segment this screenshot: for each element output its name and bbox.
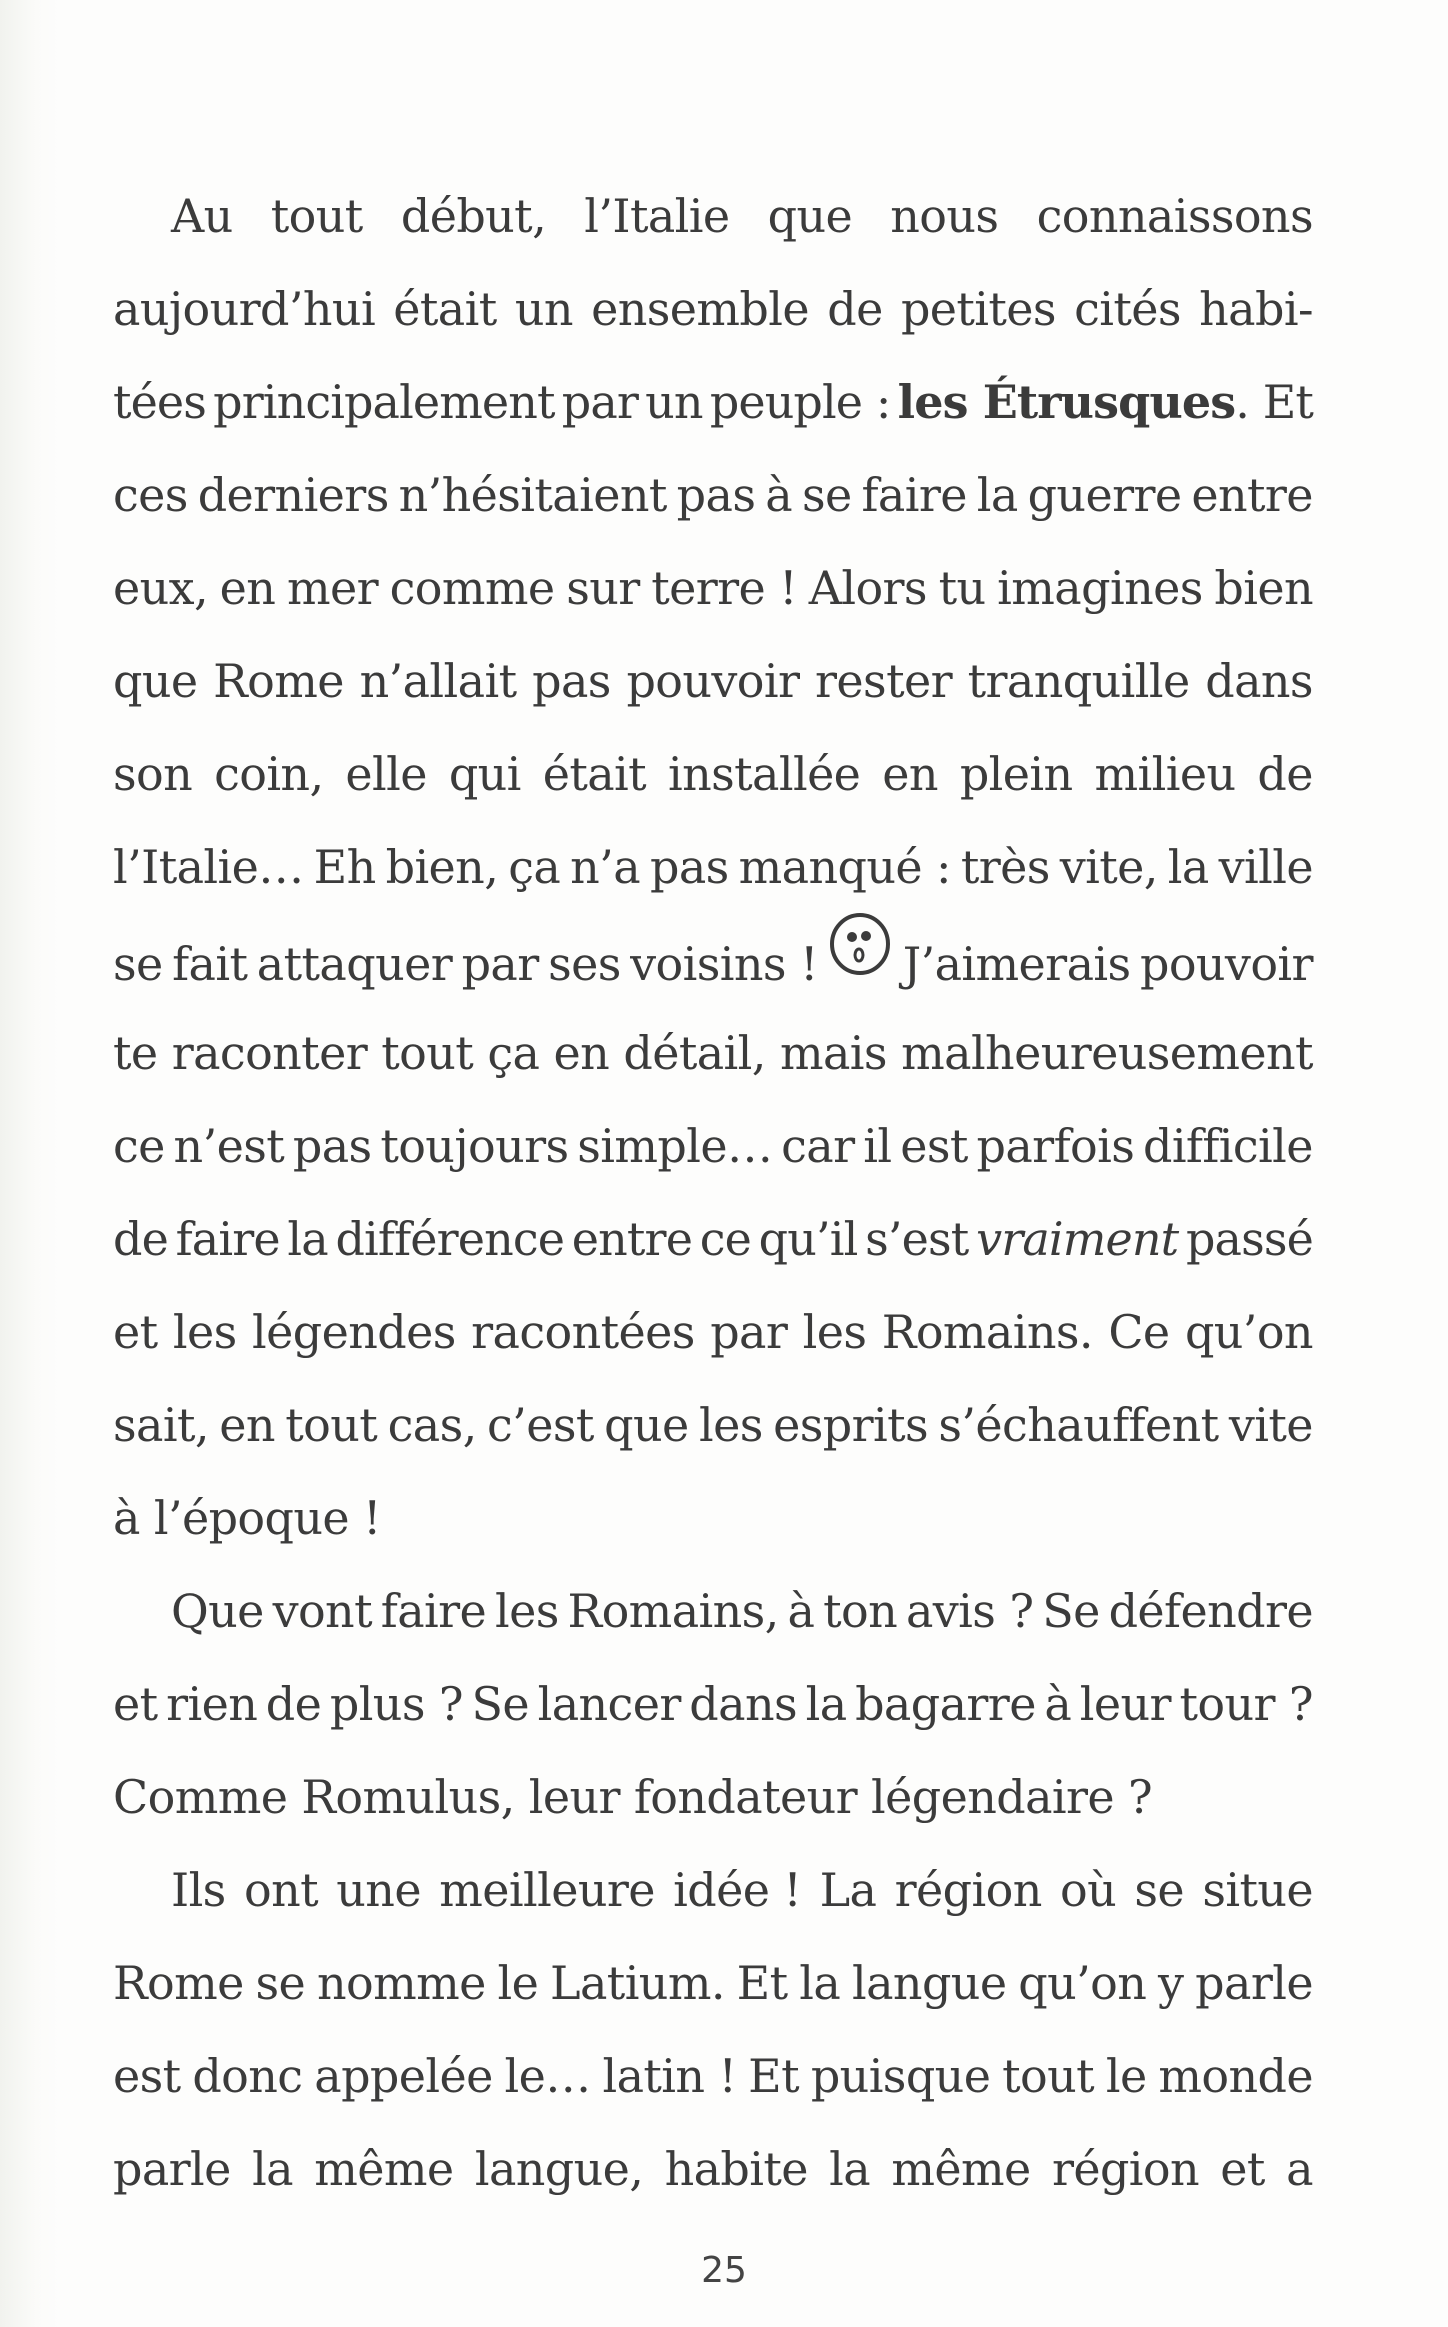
word: fondateur [633,1770,857,1824]
word: installée [667,747,861,801]
word: rien [166,1677,258,1731]
word: Et [736,1956,788,2010]
text-line [113,1937,1313,2030]
word: de [265,1677,322,1731]
word: raconter [171,1026,368,1080]
word: Et [748,2049,800,2103]
word: l’Italie [584,189,730,243]
word: très [960,840,1050,894]
word: par [710,1305,788,1359]
word: ce [699,1212,751,1266]
word: plein [959,747,1073,801]
word: fait [172,937,248,991]
word: Rome [113,1956,244,2010]
word: Latium. [550,1956,725,2010]
word: vite, [1059,840,1158,894]
word: même [891,2142,1031,2196]
word: ton [823,1584,898,1638]
word: le [497,1956,539,2010]
word: te [113,1026,158,1080]
word: se [255,1956,306,2010]
word: à [787,1584,815,1638]
word: Ce [1108,1305,1170,1359]
word: à [113,1491,140,1545]
word: derniers [197,468,389,522]
word: ce [113,1119,165,1173]
word: la [252,2142,293,2196]
text-line: tées principalement par un peuple : les Étrusques. Et [113,356,1313,449]
word: eux, [113,561,209,615]
word: de [827,282,883,336]
word: toujours [380,1119,569,1173]
word: mer [286,561,378,615]
word: différence [335,1212,565,1266]
word: se [801,468,852,522]
text-line [113,1658,1313,1751]
word: dans [689,1677,798,1731]
word: car [781,1119,855,1173]
word: en [219,1398,275,1452]
word: la [976,468,1018,522]
word: tranquille [967,654,1190,708]
word: la [1167,840,1209,894]
word: que [113,654,198,708]
word: donc [192,2049,303,2103]
word: lancer [537,1677,681,1731]
word: est [113,2049,181,2103]
word: leur [1079,1677,1171,1731]
word: est [900,1119,968,1173]
word: parle [1195,1956,1313,2010]
word: pas [292,1119,372,1173]
text-line [113,914,1313,1007]
word: les [699,1398,763,1452]
word: tour ? [1179,1677,1313,1731]
word: idée ! [673,1863,802,1917]
word: une [336,1863,421,1917]
word: et [1220,2142,1265,2196]
word: nomme [316,1956,486,2010]
word: mais [779,1026,887,1080]
word: plus ? [329,1677,463,1731]
word: Romulus, [301,1770,515,1824]
word: défendre [1108,1584,1313,1638]
word: n’hésitaient [398,468,667,522]
word: Se [1042,1584,1100,1638]
word: langue [851,1956,1007,2010]
word: n’est [173,1119,285,1173]
word: peuple : [709,375,891,429]
word: tout [1002,2049,1095,2103]
word: l’Italie… [113,840,304,894]
word: habite [664,2142,808,2196]
word: J’aimerais [902,937,1131,991]
word: Rome [213,654,344,708]
word: entre [1191,468,1313,522]
word: a [1286,2142,1313,2196]
word: terre ! [651,561,798,615]
word: leur [528,1770,620,1824]
word: nous [890,189,999,243]
word: à [1044,1677,1072,1731]
word: que [604,1398,689,1452]
page-number: 25 [701,2250,747,2291]
word: avis ? [905,1584,1034,1638]
word: légendes [252,1305,456,1359]
word: attaquer [256,937,453,991]
word: légendaire ? [871,1770,1153,1824]
word: et [113,1677,158,1731]
word: qu’on [1184,1305,1313,1359]
word: difficile [1142,1119,1313,1173]
text-line [113,263,1313,356]
word: sur [566,561,640,615]
word: c’est [487,1398,594,1452]
word: à [765,468,793,522]
word: les [494,1584,559,1638]
word: était [542,747,647,801]
word: voisins ! [630,937,818,991]
word: Au [171,189,233,243]
word: n’allait [359,654,517,708]
text-line [113,1751,1313,1844]
word: s’échauffent [938,1398,1219,1452]
text-line [113,1565,1313,1658]
word: petites [900,282,1056,336]
word: bien, [385,840,499,894]
page-binding-shade [0,0,60,2327]
word: que [767,189,853,243]
text-line [113,728,1313,821]
word: l’époque ! [153,1491,381,1545]
word: par [561,375,638,429]
word: ça [487,1026,540,1080]
word: monde [1158,2049,1313,2103]
text-line [113,449,1313,542]
word: principalement [213,375,555,429]
surprised-face-icon [827,910,893,976]
word: la [805,1677,847,1731]
text-line [113,1844,1313,1937]
word: La [819,1863,877,1917]
word: comme [389,561,555,615]
word: un [645,375,703,429]
word: ça [508,840,561,894]
word: y [1158,1956,1184,2010]
word: esprits [773,1398,929,1452]
word: détail, [623,1026,766,1080]
word: parfois [976,1119,1135,1173]
word: ces [113,468,188,522]
word: pas [532,654,611,708]
word: Se [471,1677,530,1731]
text-line [113,1007,1313,1100]
word: la [829,2142,871,2196]
body-text [113,170,1313,2216]
word: bien [1214,561,1313,615]
word: ses [548,937,621,991]
word: début, [400,189,547,243]
word: pas [676,468,756,522]
word: habi- [1199,282,1313,336]
word: tout [270,189,363,243]
word: Romains, [567,1584,779,1638]
word: le… [504,2049,591,2103]
word: était [393,282,497,336]
word: Ils [171,1863,226,1917]
word: s’est [865,1212,969,1266]
word: faire [861,468,967,522]
word: en [553,1026,610,1080]
word: tées [113,375,206,429]
word: tu [938,561,986,615]
word: connaissons [1036,189,1313,243]
word: puisque [810,2049,991,2103]
word: entre [571,1212,693,1266]
word: rester [815,654,952,708]
word: elle [345,747,427,801]
word: situe [1202,1863,1313,1917]
word: vont [272,1584,372,1638]
word: qui [448,747,521,801]
word: faire [380,1584,487,1638]
word: ont [243,1863,318,1917]
text-line [113,635,1313,728]
word: son [113,747,193,801]
word: la [287,1212,328,1266]
word: le [1105,2049,1147,2103]
word: de [1257,747,1313,801]
word: sait, [113,1398,209,1452]
word: racontées [471,1305,695,1359]
word: dans [1205,654,1313,708]
word: milieu [1094,747,1236,801]
word: tout [381,1026,474,1080]
word: parle [113,2142,231,2196]
word: coin, [214,747,324,801]
word: et [113,1305,158,1359]
text-line [113,2123,1313,2216]
word: Romains. [881,1305,1093,1359]
text-line [113,542,1313,635]
word: ville [1218,840,1313,894]
word: langue, [474,2142,644,2196]
word: malheureusement [901,1026,1313,1080]
word: imagines [997,561,1203,615]
word: région [894,1863,1042,1917]
word: faire [175,1212,280,1266]
word: un [514,282,573,336]
text-line [113,821,1313,914]
word: il [863,1119,892,1173]
text-line [113,1472,1313,1565]
text-line [113,1286,1313,1379]
word: Eh [313,840,376,894]
word: en [219,561,276,615]
word: pouvoir [626,654,800,708]
text-line: de faire la différence entre ce qu’il s’est vraiment passé [113,1193,1313,1286]
text-line [113,1379,1313,1472]
word: qu’on [1018,1956,1147,2010]
text-line [113,170,1313,263]
word: Comme [113,1770,288,1824]
word: simple… [577,1119,773,1173]
bold-term-etrusques: les Étrusques [897,375,1236,429]
word: en [882,747,938,801]
word: les [802,1305,867,1359]
word: par [461,937,539,991]
word: tout [285,1398,378,1452]
word: Alors [808,561,927,615]
text-line [113,2030,1313,2123]
word: la [799,1956,841,2010]
word: où [1060,1863,1117,1917]
word: cités [1074,282,1181,336]
word: région [1051,2142,1200,2196]
word: se [1134,1863,1185,1917]
word: manqué : [738,840,951,894]
word: se [113,937,163,991]
word: cas, [387,1398,477,1452]
word: les [172,1305,237,1359]
word: n’a [570,840,641,894]
word: latin ! [602,2049,737,2103]
word: ensemble [591,282,810,336]
word: qu’il [758,1212,858,1266]
word: bagarre [855,1677,1036,1731]
word: de [113,1212,168,1266]
word: Que [171,1584,264,1638]
word: meilleure [439,1863,655,1917]
word: aujourd’hui [113,282,376,336]
word: guerre [1027,468,1182,522]
italic-word-vraiment: vraiment [976,1212,1179,1266]
word: vite [1228,1398,1313,1452]
word: pouvoir [1139,937,1313,991]
word: pas [649,840,729,894]
word: appelée [314,2049,493,2103]
text-line [113,1100,1313,1193]
word: même [314,2142,454,2196]
